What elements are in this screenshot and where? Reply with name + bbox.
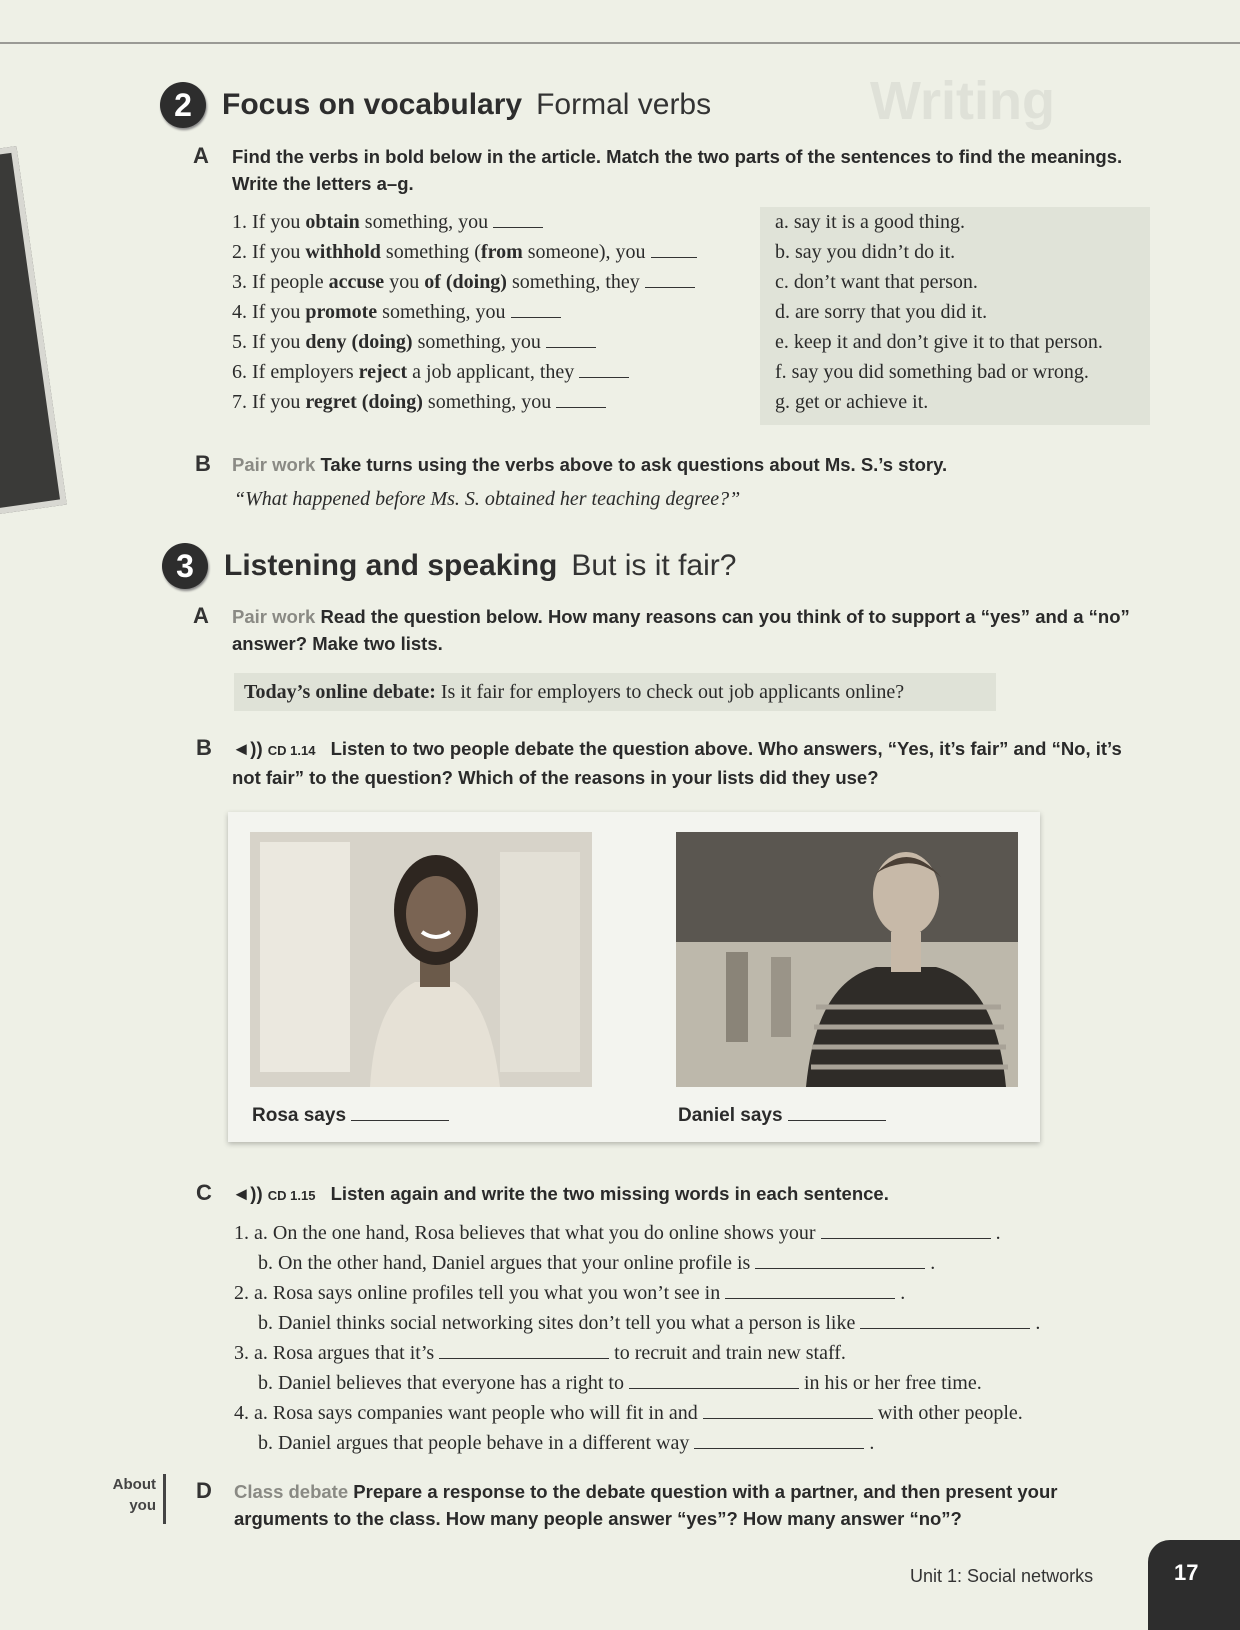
list-item: 4. a. Rosa says companies want people who will fit in and with other people. bbox=[234, 1402, 1023, 1424]
answer-blank[interactable] bbox=[821, 1222, 991, 1239]
daniel-photo bbox=[676, 832, 1018, 1087]
list-item: 7. If you regret (doing) something, you bbox=[232, 387, 697, 417]
list-item: g. get or achieve it. bbox=[775, 391, 929, 413]
list-item: 2. If you withhold something (from someone), you bbox=[232, 237, 697, 267]
rosa-says-label: Rosa says bbox=[252, 1104, 449, 1127]
answer-blank[interactable] bbox=[629, 1372, 799, 1389]
list-item: b. On the other hand, Daniel argues that your online profile is . bbox=[258, 1252, 936, 1274]
answer-blank[interactable] bbox=[651, 241, 697, 258]
audio-track-label: CD 1.14 bbox=[267, 743, 316, 758]
list-item: 6. If employers reject a job applicant, they bbox=[232, 357, 697, 387]
answer-blank[interactable] bbox=[703, 1402, 873, 1419]
section-number-badge: 2 bbox=[160, 82, 206, 128]
list-item: a. say it is a good thing. bbox=[775, 211, 965, 233]
exercise-instruction: Pair work Take turns using the verbs above to ask questions about Ms. S.’s story. bbox=[232, 454, 948, 475]
answer-blank[interactable] bbox=[579, 361, 629, 378]
exercise-instruction: ◄)) CD 1.14 Listen to two people debate the question above. Who answers, “Yes, it’s fair” and “No, it’s not fair” to the question? Which of the reasons in your lists did they use? bbox=[232, 738, 1122, 788]
about-you-label: About you bbox=[112, 1476, 156, 1514]
rosa-photo bbox=[250, 832, 592, 1087]
list-item: e. keep it and don’t give it to that person. bbox=[775, 331, 1103, 353]
answer-blank[interactable] bbox=[439, 1342, 609, 1359]
answer-blank[interactable] bbox=[351, 1104, 449, 1121]
audio-icon[interactable]: ◄)) bbox=[232, 738, 263, 759]
list-item: d. are sorry that you did it. bbox=[775, 301, 988, 323]
list-item: b. Daniel believes that everyone has a right to in his or her free time. bbox=[258, 1372, 982, 1394]
about-you-bar bbox=[163, 1474, 166, 1524]
exercise-letter: B bbox=[196, 735, 212, 760]
exercise-instruction: Find the verbs in bold below in the article. Match the two parts of the sentences to find the meanings. Write the letters a–g. bbox=[232, 146, 1123, 194]
previous-page-photo-edge bbox=[0, 146, 67, 516]
faded-background-heading: Writing bbox=[870, 71, 1055, 131]
section-3-heading bbox=[162, 543, 736, 589]
answer-blank[interactable] bbox=[511, 301, 561, 318]
list-item: f. say you did something bad or wrong. bbox=[775, 361, 1089, 383]
answer-blank[interactable] bbox=[645, 271, 695, 288]
sentence-endings-list bbox=[775, 207, 1103, 417]
pair-work-tag: Pair work bbox=[232, 606, 316, 627]
debate-question: Is it fair for employers to check out job applicants online? bbox=[440, 681, 905, 703]
exercise-letter: A bbox=[193, 143, 209, 168]
answer-blank[interactable] bbox=[694, 1432, 864, 1449]
answer-blank[interactable] bbox=[860, 1312, 1030, 1329]
list-item: b. Daniel argues that people behave in a different way . bbox=[258, 1432, 875, 1454]
list-item: 4. If you promote something, you bbox=[232, 297, 697, 327]
speakers-photo-panel bbox=[228, 812, 1040, 1142]
exercise-instruction: Pair work Read the question below. How many reasons can you think of to support a “yes” and a “no” answer? Make two lists. bbox=[232, 606, 1130, 654]
daniel-says-label: Daniel says bbox=[678, 1104, 886, 1127]
answer-blank[interactable] bbox=[556, 391, 606, 408]
list-item: 5. If you deny (doing) something, you bbox=[232, 327, 697, 357]
exercise-letter: A bbox=[193, 603, 209, 628]
answer-blank[interactable] bbox=[725, 1282, 895, 1299]
section-title: Focus on vocabulary bbox=[222, 88, 523, 121]
section-subtitle: Formal verbs bbox=[536, 88, 712, 121]
list-item: 3. If people accuse you of (doing) something, they bbox=[232, 267, 697, 297]
exercise-letter: C bbox=[196, 1180, 212, 1205]
list-item: 1. If you obtain something, you bbox=[232, 207, 697, 237]
pair-work-tag: Pair work bbox=[232, 454, 316, 475]
section-subtitle: But is it fair? bbox=[571, 549, 737, 582]
sentence-beginnings-list bbox=[232, 207, 697, 417]
missing-words-list bbox=[234, 1218, 1040, 1458]
list-item: 2. a. Rosa says online profiles tell you what you won’t see in . bbox=[234, 1282, 906, 1304]
exercise-letter: D bbox=[196, 1478, 212, 1503]
example-question: “What happened before Ms. S. obtained her teaching degree?” bbox=[234, 488, 741, 510]
unit-footer: Unit 1: Social networks bbox=[910, 1566, 1094, 1586]
top-rule bbox=[0, 42, 1240, 44]
answer-blank[interactable] bbox=[546, 331, 596, 348]
exercise-letter: B bbox=[195, 451, 211, 476]
debate-label: Today’s online debate: bbox=[244, 681, 436, 703]
page-number: 17 bbox=[1148, 1540, 1240, 1630]
list-item: b. Daniel thinks social networking sites don’t tell you what a person is like . bbox=[258, 1312, 1041, 1334]
exercise-instruction: Class debate Prepare a response to the debate question with a partner, and then present your arguments to the class. How many people answer “yes”? How many answer “no”? bbox=[234, 1481, 1058, 1529]
list-item: c. don’t want that person. bbox=[775, 271, 978, 293]
class-debate-tag: Class debate bbox=[234, 1481, 349, 1502]
exercise-instruction: ◄)) CD 1.15 Listen again and write the two missing words in each sentence. bbox=[232, 1183, 889, 1204]
audio-track-label: CD 1.15 bbox=[267, 1188, 316, 1203]
list-item: 1. a. On the one hand, Rosa believes that what you do online shows your . bbox=[234, 1222, 1001, 1244]
section-number-badge: 3 bbox=[162, 543, 208, 589]
list-item: b. say you didn’t do it. bbox=[775, 241, 956, 263]
section-2-heading bbox=[160, 82, 711, 128]
answer-blank[interactable] bbox=[755, 1252, 925, 1269]
list-item: 3. a. Rosa argues that it’s to recruit and train new staff. bbox=[234, 1342, 846, 1364]
answer-blank[interactable] bbox=[788, 1104, 886, 1121]
debate-question-box bbox=[234, 673, 996, 711]
audio-icon[interactable]: ◄)) bbox=[232, 1183, 263, 1204]
section-title: Listening and speaking bbox=[224, 549, 558, 582]
answer-blank[interactable] bbox=[493, 211, 543, 228]
